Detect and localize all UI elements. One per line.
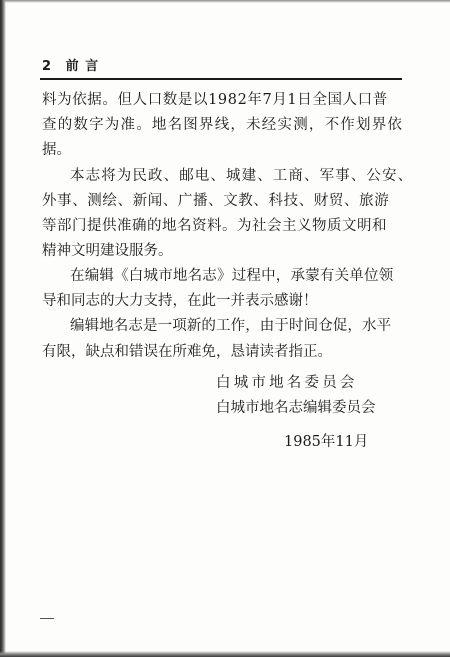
scan-edge-bottom xyxy=(0,651,450,657)
signature-org-2: 白城市地名志编辑委员会 xyxy=(216,400,376,416)
body-line: 本志将为民政、邮电、城建、工商、军事、公安、 xyxy=(70,168,414,184)
scan-mark xyxy=(40,618,54,619)
page-number: 2 xyxy=(42,59,53,74)
body-line: 精神文明建设服务。 xyxy=(42,243,173,259)
signature-date: 1985年11月 xyxy=(284,434,369,450)
body-line: 有限，缺点和错误在所难免，恳请读者指正。 xyxy=(42,344,332,360)
body-line: 据。 xyxy=(42,142,71,158)
signature-org-1: 白城市地名委员会 xyxy=(216,375,358,391)
section-title: 前 言 xyxy=(65,59,100,74)
header-rule xyxy=(40,78,402,80)
body-line: 导和同志的大力支持，在此一并表示感谢！ xyxy=(42,293,318,309)
body-line: 外事、测绘、新闻、广播、文教、科技、财贸、旅游 xyxy=(42,193,390,209)
scan-edge-left xyxy=(0,0,6,657)
scan-edge-top xyxy=(0,0,450,3)
running-header xyxy=(42,55,99,74)
body-line: 在编辑《白城市地名志》过程中，承蒙有关单位领 xyxy=(70,268,394,284)
body-line: 编辑地名志是一项新的工作，由于时间仓促，水平 xyxy=(70,318,392,334)
body-line: 等部门提供准确的地名资料。为社会主义物质文明和 xyxy=(42,218,387,234)
body-line: 料为依据。但人口数是以1982年7月1日全国人口普 xyxy=(42,92,388,108)
body-line: 查的数字为准。地名图界线，未经实测，不作划界依 xyxy=(42,117,404,133)
